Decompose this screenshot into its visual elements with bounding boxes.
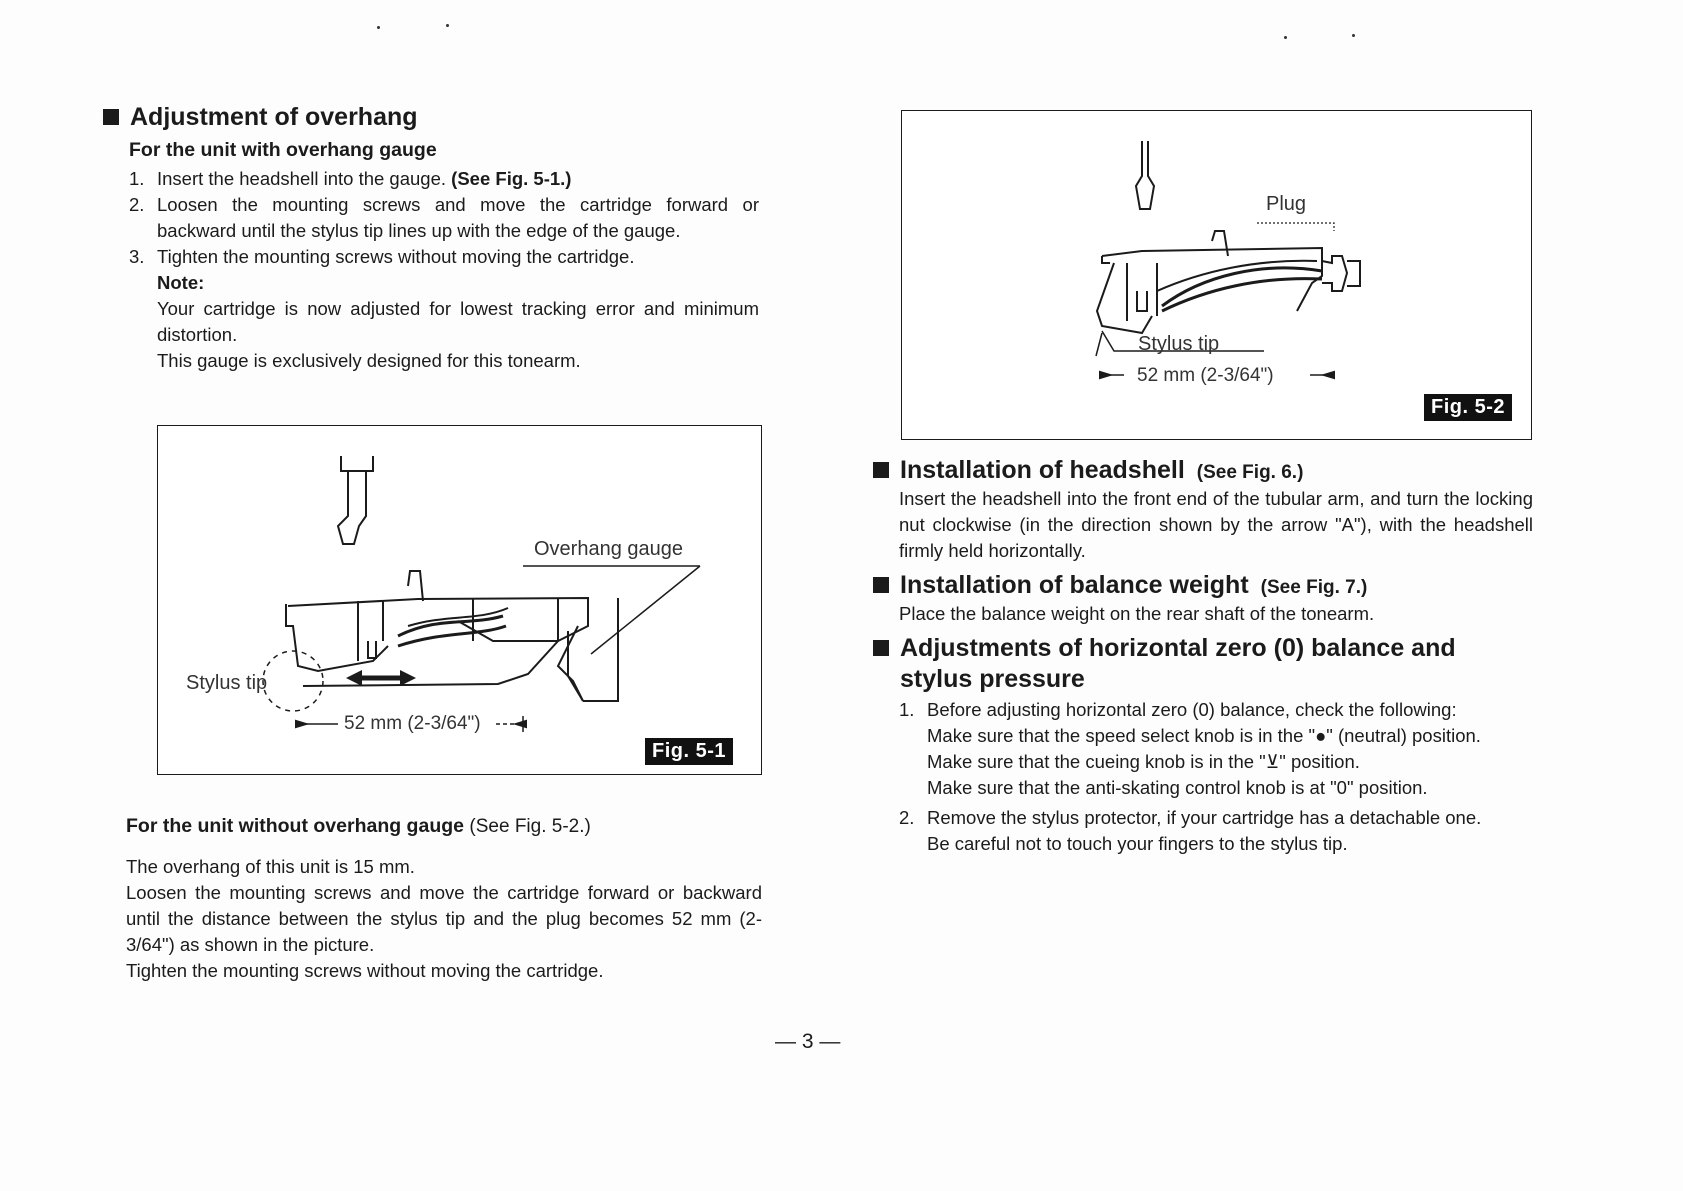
left-column xyxy=(103,102,763,374)
list-item: 1. Before adjusting horizontal zero (0) balance, check the following: Make sure that the speed select knob is in the "●" (neutral) position. Make sure that the cueing knob is in the "⊻" position. Make sure that the anti-skating control knob is at "0" position. xyxy=(899,699,1481,798)
zero-balance-list xyxy=(899,697,1533,857)
left-lower-block: For the unit without overhang gauge (See Fig. 5-2.) The overhang of this unit is 15 mm. Loosen the mounting screws and move the cartridge forward or backward until the distance between the stylus tip and the plug becomes 52 mm (2-3/64") as shown in the picture. Tighten the mounting screws without moving the cartridge. xyxy=(126,815,762,981)
balance-weight-text: Place the balance weight on the rear shaft of the tonearm. xyxy=(899,603,1375,624)
bullet-square-icon xyxy=(873,577,889,593)
section-heading-headshell: Installation of headshell (See Fig. 6.) xyxy=(873,455,1533,486)
scan-speck xyxy=(377,26,380,29)
label-dimension: 52 mm (2-3/64") xyxy=(1137,365,1274,386)
right-column xyxy=(873,455,1533,857)
scan-speck xyxy=(1284,36,1287,39)
bullet-square-icon xyxy=(103,109,119,125)
headshell-plug-illustration xyxy=(902,111,1531,439)
note-block: Note: Your cartridge is now adjusted for lowest tracking error and minimum distortion. This gauge is exclusively designed for this tonearm. xyxy=(157,272,759,371)
section-heading-overhang: Adjustment of overhang xyxy=(103,102,763,133)
section-heading-balance-weight: Installation of balance weight (See Fig. 7.) xyxy=(873,570,1533,601)
bullet-square-icon xyxy=(873,462,889,478)
headshell-text: Insert the headshell into the front end of the tubular arm, and turn the locking nut clockwise (in the direction shown by the arrow "A"), with the headshell firmly held horizontally. xyxy=(899,488,1533,561)
label-stylus-tip: Stylus tip xyxy=(1138,333,1220,355)
figure-5-2 xyxy=(901,110,1532,440)
steps-list xyxy=(129,166,759,374)
label-dimension: 52 mm (2-3/64") xyxy=(344,713,481,734)
figure-label: Fig. 5-2 xyxy=(1424,394,1512,421)
figure-label: Fig. 5-1 xyxy=(645,738,733,765)
scan-speck xyxy=(446,24,449,27)
subheading-with-gauge: For the unit with overhang gauge xyxy=(129,139,437,161)
label-plug: Plug xyxy=(1266,193,1307,215)
page-number: — 3 — xyxy=(775,1030,841,1053)
section-heading-zero-balance: Adjustments of horizontal zero (0) balance and stylus pressure xyxy=(873,633,1533,695)
list-item: 2. Remove the stylus protector, if your cartridge has a detachable one. Be careful not to touch your fingers to the stylus tip. xyxy=(899,807,1482,854)
label-overhang-gauge: Overhang gauge xyxy=(534,538,684,560)
scan-speck xyxy=(1352,34,1355,37)
list-item: 3. Tighten the mounting screws without moving the cartridge. xyxy=(129,246,635,267)
list-item: 2. Loosen the mounting screws and move the cartridge forward or backward until the stylus tip lines up with the edge of the gauge. xyxy=(129,194,759,241)
label-stylus-tip: Stylus tip xyxy=(186,672,268,694)
subheading-without-gauge: For the unit without overhang gauge (See Fig. 5-2.) xyxy=(126,815,591,837)
figure-5-1 xyxy=(157,425,762,775)
bullet-square-icon xyxy=(873,640,889,656)
list-item: 1. Insert the headshell into the gauge. (See Fig. 5-1.) xyxy=(129,168,572,189)
